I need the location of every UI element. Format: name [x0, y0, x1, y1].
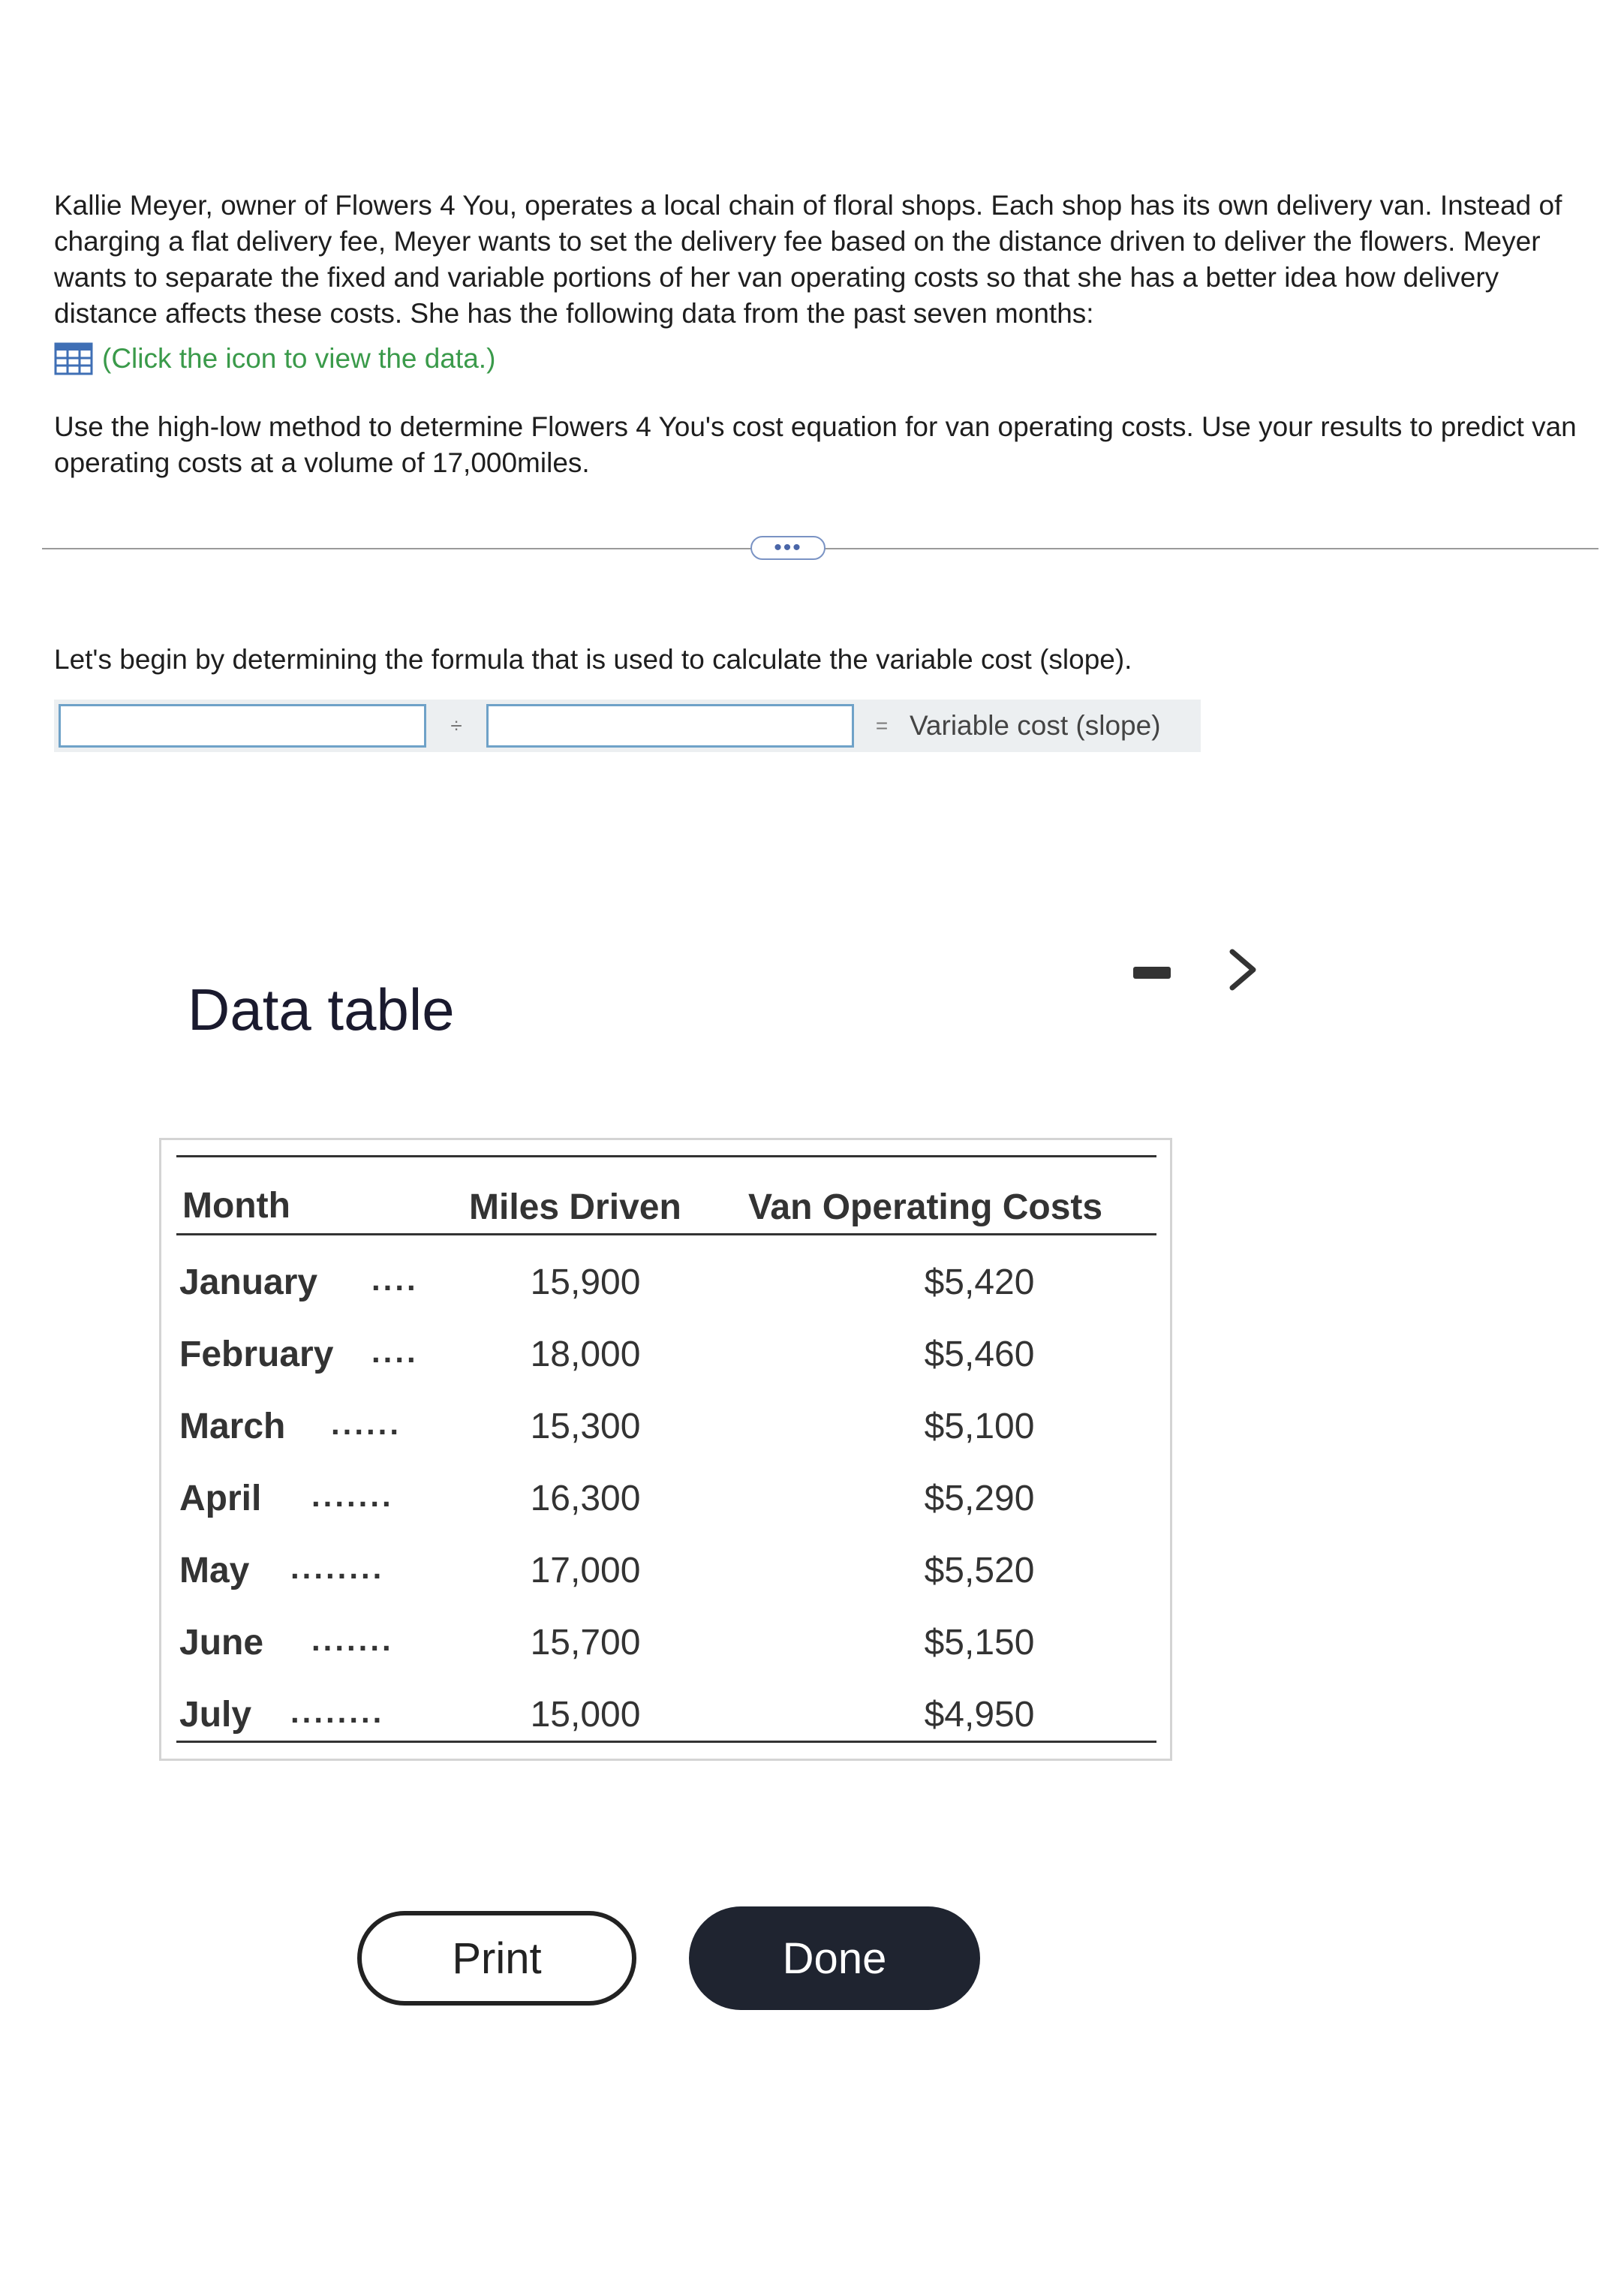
- cost-cell: $5,460: [924, 1335, 1035, 1374]
- miles-cell: 15,700: [530, 1623, 641, 1663]
- table-row: [161, 1622, 1170, 1694]
- divide-operator: ÷: [450, 714, 462, 737]
- formula-row: [54, 700, 1201, 752]
- denominator-input[interactable]: [486, 704, 854, 748]
- table-top-rule: [176, 1155, 1156, 1157]
- table-row: [161, 1406, 1170, 1478]
- table-bottom-rule: [176, 1741, 1156, 1743]
- cost-cell: $5,420: [924, 1262, 1035, 1302]
- miles-cell: 15,900: [530, 1262, 641, 1302]
- leader-dots: ........: [290, 1550, 385, 1585]
- month-cell: January: [179, 1262, 318, 1302]
- chevron-right-icon[interactable]: [1220, 943, 1265, 997]
- table-row: [161, 1550, 1170, 1622]
- view-data-link[interactable]: [54, 341, 1600, 377]
- month-cell: July: [179, 1695, 252, 1735]
- miles-cell: 16,300: [530, 1479, 641, 1518]
- more-button[interactable]: •••: [750, 536, 826, 560]
- table-row: [161, 1334, 1170, 1406]
- equals-sign: =: [875, 714, 889, 737]
- leader-dots: ........: [290, 1694, 385, 1729]
- month-cell: April: [179, 1479, 262, 1518]
- cost-cell: $4,950: [924, 1695, 1035, 1735]
- miles-cell: 15,300: [530, 1407, 641, 1446]
- data-table-title: Data table: [188, 976, 455, 1043]
- problem-statement: [54, 188, 1600, 377]
- month-cell: February: [179, 1335, 334, 1374]
- table-grid-icon[interactable]: [54, 342, 93, 375]
- header-van-operating-costs: Van Operating Costs: [748, 1187, 1103, 1227]
- view-data-text[interactable]: (Click the icon to view the data.): [102, 343, 496, 374]
- header-miles-driven: Miles Driven: [469, 1187, 681, 1227]
- month-cell: May: [179, 1551, 250, 1590]
- cost-cell: $5,150: [924, 1623, 1035, 1663]
- miles-cell: 17,000: [530, 1551, 641, 1590]
- table-row: [161, 1694, 1170, 1766]
- leader-dots: ......: [331, 1406, 402, 1441]
- table-row: [161, 1262, 1170, 1334]
- print-button[interactable]: Print: [357, 1911, 636, 2006]
- cost-cell: $5,290: [924, 1479, 1035, 1518]
- formula-result-label: Variable cost (slope): [910, 710, 1161, 741]
- leader-dots: ....: [371, 1334, 419, 1369]
- month-cell: June: [179, 1623, 264, 1663]
- miles-cell: 18,000: [530, 1335, 641, 1374]
- header-month: Month: [182, 1186, 290, 1226]
- table-row: [161, 1478, 1170, 1550]
- numerator-input[interactable]: [59, 704, 426, 748]
- leader-dots: ....: [371, 1262, 419, 1297]
- minimize-icon[interactable]: [1133, 967, 1171, 979]
- instructions: Use the high-low method to determine Flowers 4 You's cost equation for van operating costs. Use your results to predict van operating costs at a volume of 17,000miles.: [54, 411, 1577, 478]
- miles-cell: 15,000: [530, 1695, 641, 1735]
- leader-dots: .......: [311, 1622, 394, 1657]
- cost-cell: $5,520: [924, 1551, 1035, 1590]
- table-header-rule: [176, 1233, 1156, 1235]
- question-text: Let's begin by determining the formula that is used to calculate the variable cost (slope).: [54, 644, 1132, 675]
- done-button[interactable]: Done: [689, 1906, 980, 2010]
- leader-dots: .......: [311, 1478, 394, 1513]
- cost-cell: $5,100: [924, 1407, 1035, 1446]
- data-table: [159, 1138, 1172, 1761]
- problem-paragraph: Kallie Meyer, owner of Flowers 4 You, operates a local chain of floral shops. Each shop has its own delivery van. Instead of charging a flat delivery fee, Meyer wants to set the delivery fee based on the distance driven to deliver the flowers. Meyer wants to separate the fixed and variable portions of her van operating costs so that she has a better idea how delivery distance affects these costs. She has the following data from the past seven months:: [54, 190, 1562, 329]
- month-cell: March: [179, 1407, 286, 1446]
